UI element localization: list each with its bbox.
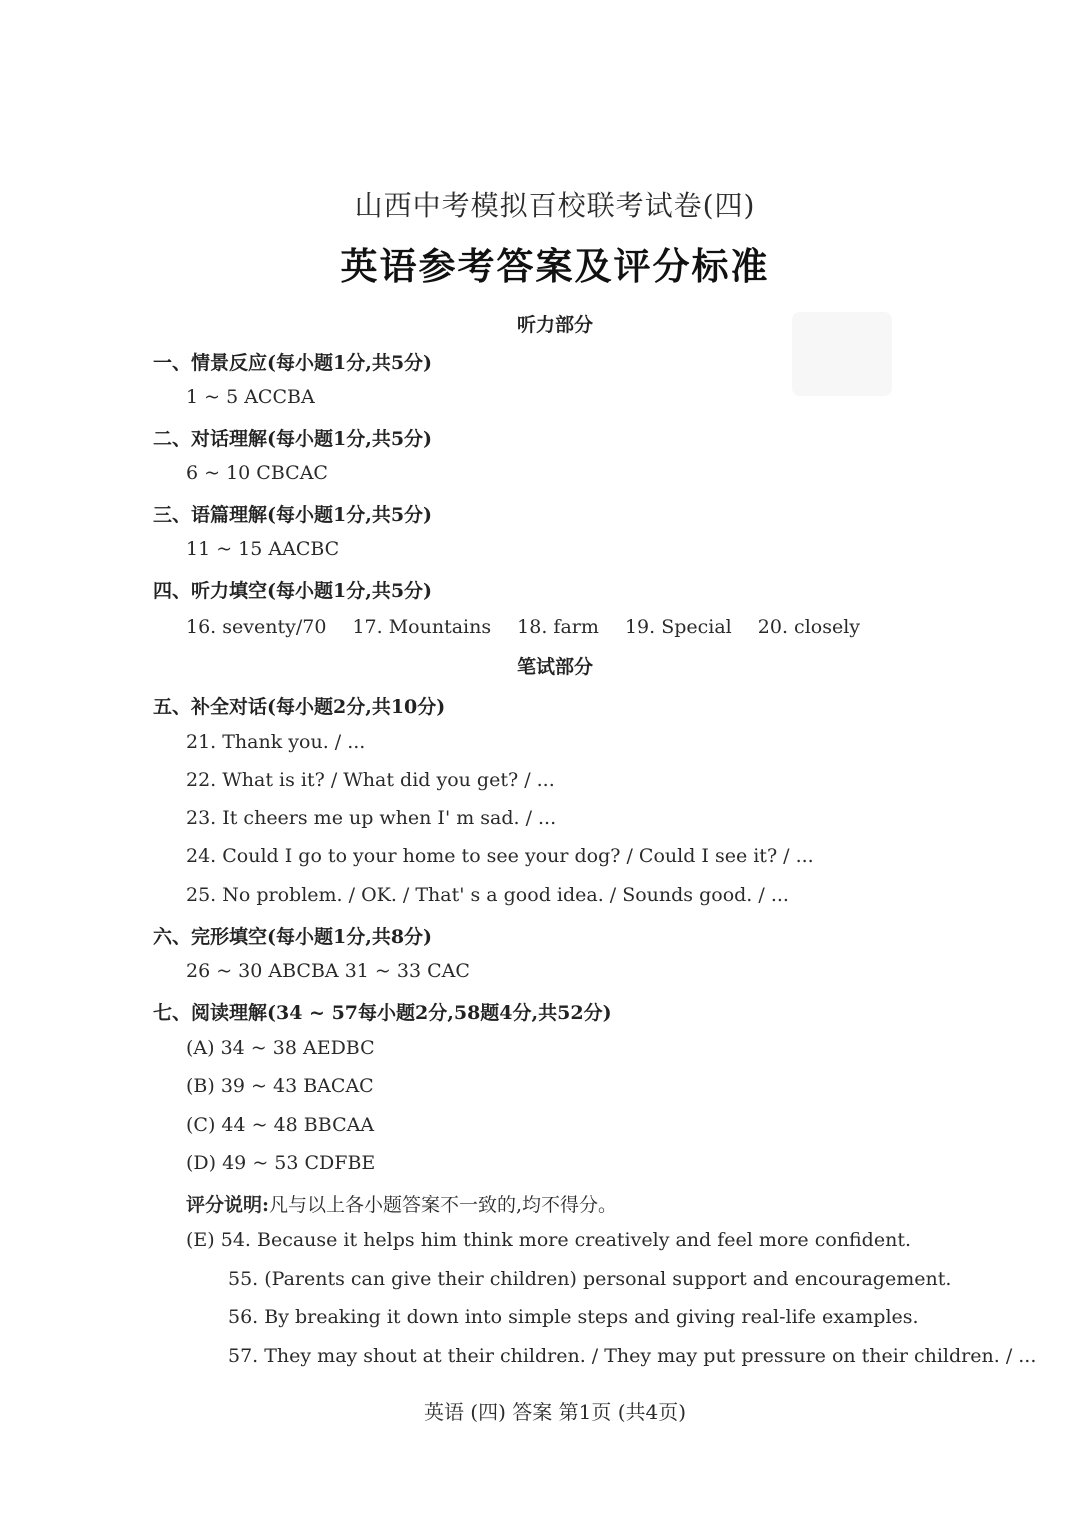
scoring-note	[186, 1190, 617, 1217]
answer-22: 22. What is it? / What did you get? / ...	[186, 769, 555, 791]
answers-d: (D) 49 ~ 53 CDFBE	[186, 1152, 376, 1174]
answers-a: (A) 34 ~ 38 AEDBC	[186, 1037, 375, 1059]
answer-17: 17. Mountains	[352, 616, 492, 638]
section-4-answers	[186, 616, 860, 638]
answer-24: 24. Could I go to your home to see your dog? / Could I see it? / ...	[186, 845, 814, 867]
section-6-heading: 六、完形填空(每小题1分,共8分)	[153, 926, 433, 948]
answer-25: 25. No problem. / OK. / That' s a good idea. / Sounds good. / ...	[186, 884, 789, 906]
section-3-answers: 11 ~ 15 AACBC	[186, 538, 340, 560]
section-3-heading: 三、语篇理解(每小题1分,共5分)	[153, 504, 433, 526]
answers-b: (B) 39 ~ 43 BACAC	[186, 1075, 374, 1097]
listening-part-heading: 听力部分	[516, 314, 593, 336]
answer-57: 57. They may shout at their children. / They may put pressure on their children. / ...	[228, 1345, 1037, 1367]
answer-56: 56. By breaking it down into simple steps and giving real-life examples.	[228, 1306, 919, 1328]
section-6-answers: 26 ~ 30 ABCBA 31 ~ 33 CAC	[186, 960, 470, 982]
section-5-heading: 五、补全对话(每小题2分,共10分)	[153, 696, 446, 718]
exam-title: 山西中考模拟百校联考试卷(四)	[354, 189, 756, 222]
section-2-answers: 6 ~ 10 CBCAC	[186, 462, 328, 484]
answers-c: (C) 44 ~ 48 BBCAA	[186, 1114, 375, 1136]
answer-19: 19. Special	[624, 616, 732, 638]
scoring-note-label: 评分说明:	[186, 1194, 270, 1216]
answer-16: 16. seventy/70	[186, 616, 327, 638]
answer-21: 21. Thank you. / ...	[186, 731, 366, 753]
answer-20: 20. closely	[757, 616, 861, 638]
page-footer: 英语 (四) 答案 第1页 (共4页)	[423, 1400, 687, 1424]
section-1-answers: 1 ~ 5 ACCBA	[186, 386, 315, 408]
answer-23: 23. It cheers me up when I' m sad. / ...	[186, 807, 557, 829]
written-part-heading: 笔试部分	[516, 656, 593, 678]
answer-55: 55. (Parents can give their children) personal support and encouragement.	[228, 1268, 952, 1290]
section-4-heading: 四、听力填空(每小题1分,共5分)	[153, 580, 433, 602]
section-7-heading: 七、阅读理解(34 ~ 57每小题2分,58题4分,共52分)	[153, 1002, 612, 1024]
answer-18: 18. farm	[517, 616, 599, 638]
answer-54: (E) 54. Because it helps him think more creatively and feel more confident.	[186, 1229, 911, 1251]
answer-key-title: 英语参考答案及评分标准	[340, 244, 770, 288]
section-1-heading: 一、情景反应(每小题1分,共5分)	[153, 352, 433, 374]
scoring-note-text: 凡与以上各小题答案不一致的,均不得分。	[269, 1194, 618, 1216]
section-2-heading: 二、对话理解(每小题1分,共5分)	[153, 428, 433, 450]
